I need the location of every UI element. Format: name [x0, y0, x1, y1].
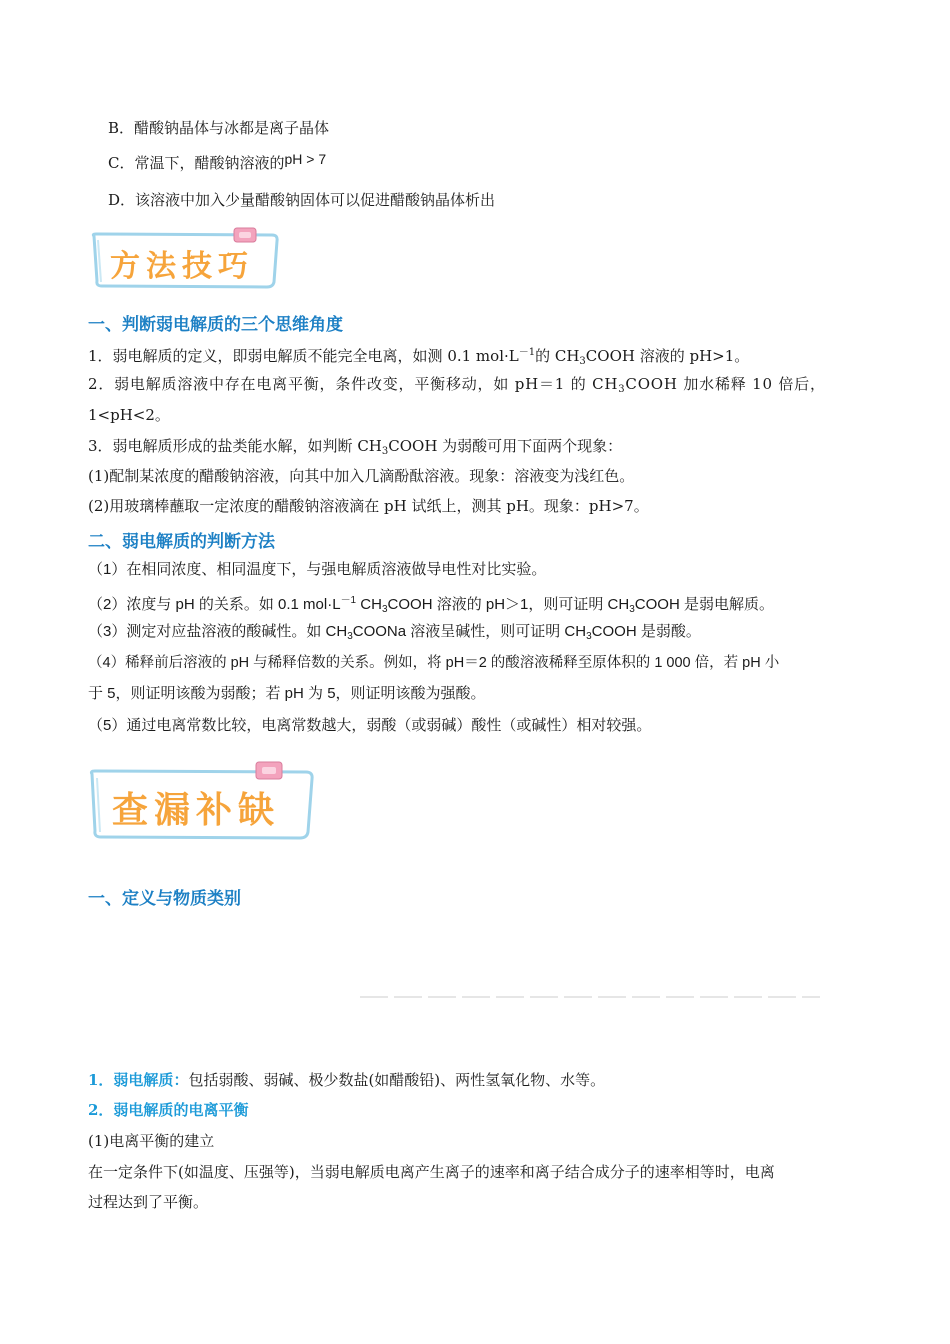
section1-p4: (1)配制某浓度的醋酸钠溶液，向其中加入几滴酚酞溶液。现象：溶液变为浅红色。	[88, 467, 635, 485]
section2-item2	[88, 591, 774, 620]
i2-text-b: CH	[356, 596, 382, 613]
section1-p2	[88, 374, 826, 400]
i2-text-c: COOH 溶液的 pH＞1，则可证明 CH	[387, 596, 630, 613]
p2-text-b: COOH 加水稀释 10 倍后，	[625, 375, 826, 393]
section2-item5: （5）通过电离常数比较，电离常数越大，弱酸（或弱碱）酸性（或碱性）相对较强。	[88, 717, 652, 734]
p3-sub: 3	[381, 446, 389, 457]
p1-text-b: 的 CH	[535, 347, 580, 365]
i3-text-b: COONa 溶液呈碱性，则可证明 CH	[352, 623, 587, 640]
i3-text-a: （3）测定对应盐溶液的酸碱性。如 CH	[88, 623, 348, 640]
section2-item4-line2: 于 5，则证明该酸为弱酸；若 pH 为 5，则证明该酸为强酸。	[88, 685, 486, 702]
method-tips-title: 方法技巧	[110, 249, 254, 284]
option-c	[108, 153, 326, 173]
option-c-math: pH > 7	[284, 151, 327, 167]
option-c-text: C．常温下，醋酸钠溶液的	[108, 154, 285, 172]
section2-item3	[88, 622, 701, 647]
section2-item4: （4）稀释前后溶液的 pH 与稀释倍数的关系。例如，将 pH＝2 的酸溶液稀释至原体积的 1 000 倍，若 pH 小	[88, 655, 780, 671]
section2-item1: （1）在相同浓度、相同温度下，与强电解质溶液做导电性对比实验。	[88, 561, 547, 578]
section1-heading: 一、判断弱电解质的三个思维角度	[88, 315, 343, 335]
weak-electrolyte-label: 1．弱电解质：	[88, 1071, 189, 1089]
p1-text-a: 1．弱电解质的定义，即弱电解质不能完全电离，如测 0.1 mol·L	[88, 347, 519, 365]
section3-line4: 在一定条件下(如温度、压强等)，当弱电解质电离产生离子的速率和离子结合成分子的速率相等时，电离	[88, 1163, 775, 1181]
section1-p5: (2)用玻璃棒蘸取一定浓度的醋酸钠溶液滴在 pH 试纸上，测其 pH。现象：pH>7。	[88, 497, 649, 515]
fill-gaps-banner	[86, 760, 318, 842]
i2-text-a: （2）浓度与 pH 的关系。如 0.1 mol·L	[88, 596, 341, 613]
p3-text-a: 3．弱电解质形成的盐类能水解，如判断 CH	[88, 437, 382, 455]
p3-text-b: COOH 为弱酸可用下面两个现象：	[388, 437, 623, 455]
section2-heading: 二、弱电解质的判断方法	[88, 532, 275, 552]
section1-p2-line2: 1<pH<2。	[88, 406, 170, 424]
section1-p1	[88, 343, 749, 372]
i2-text-d: COOH 是弱电解质。	[634, 596, 774, 613]
section3-line1	[88, 1070, 605, 1090]
section3-heading: 一、定义与物质类别	[88, 889, 241, 909]
i2-sup: －1	[340, 595, 357, 606]
i2-sub1: 3	[381, 604, 388, 615]
p1-sup: －1	[518, 347, 536, 358]
faint-divider	[360, 996, 820, 998]
fill-gaps-title: 查漏补缺	[112, 790, 281, 831]
p1-sub: 3	[579, 356, 586, 367]
section3-line2: 2．弱电解质的电离平衡	[88, 1101, 249, 1119]
section1-p3	[88, 436, 622, 462]
i3-sub1: 3	[347, 631, 353, 642]
i3-text-c: COOH 是弱酸。	[591, 623, 701, 640]
i2-sub2: 3	[629, 604, 635, 615]
method-tips-banner	[88, 226, 283, 292]
option-b: B．醋酸钠晶体与冰都是离子晶体	[108, 119, 330, 137]
weak-electrolyte-text: 包括弱酸、弱碱、极少数盐(如醋酸铅)、两性氢氧化物、水等。	[188, 1071, 606, 1089]
p2-text-a: 2．弱电解质溶液中存在电离平衡，条件改变，平衡移动，如 pH＝1 的 CH	[88, 375, 619, 393]
i3-sub2: 3	[586, 631, 592, 642]
option-d: D．该溶液中加入少量醋酸钠固体可以促进醋酸钠晶体析出	[108, 191, 496, 209]
section3-line3: (1)电离平衡的建立	[88, 1132, 215, 1150]
section3-line5: 过程达到了平衡。	[88, 1193, 209, 1211]
p1-text-c: COOH 溶液的 pH>1。	[585, 347, 750, 365]
p2-sub: 3	[618, 384, 626, 395]
